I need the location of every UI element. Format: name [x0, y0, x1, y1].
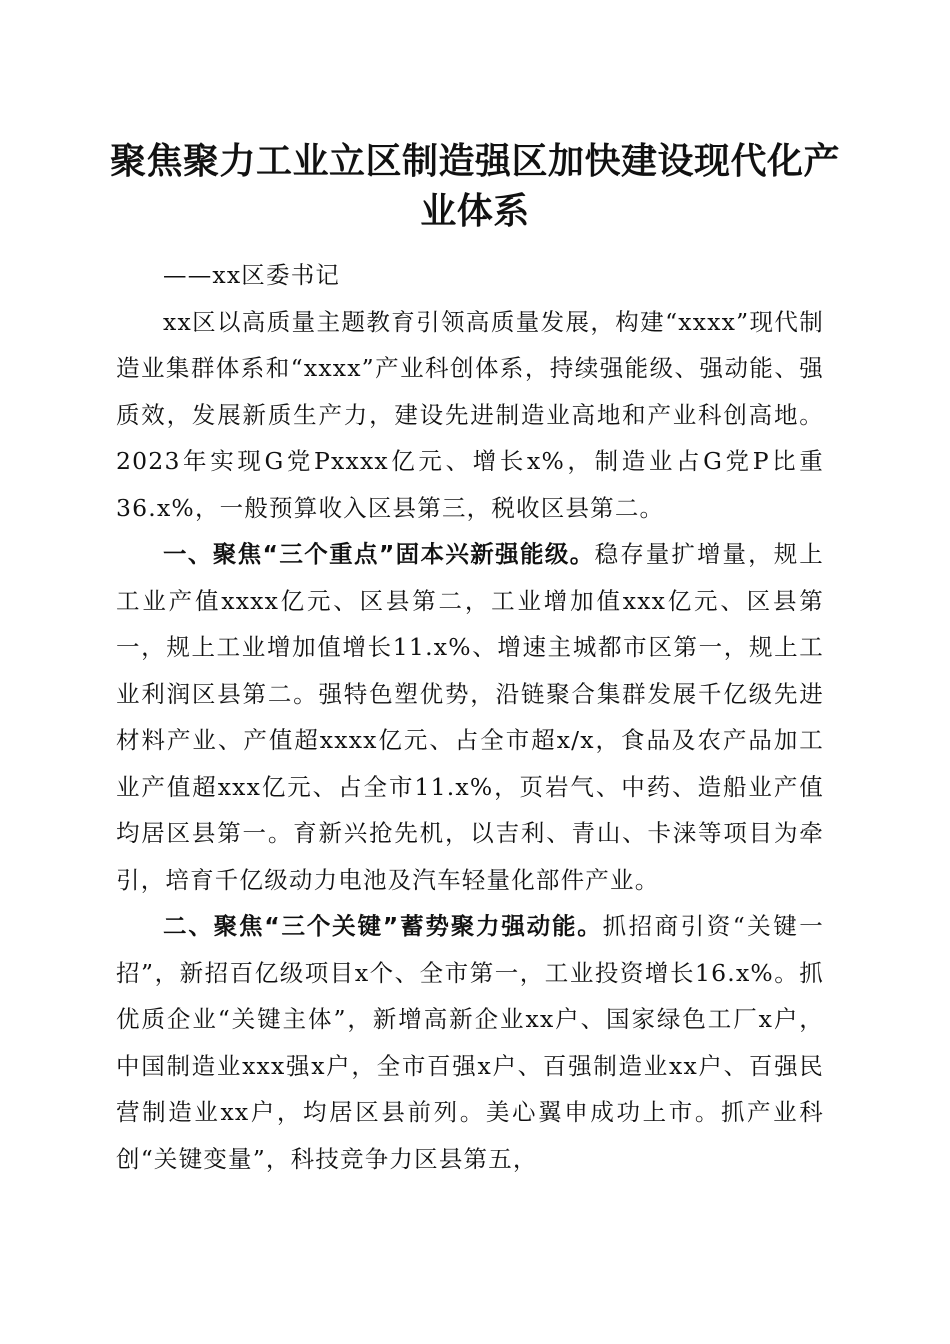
document-title: 聚焦聚力工业立区制造强区加快建设现代化产业体系 — [110, 140, 841, 232]
section-heading-2: 二、聚焦“三个关键”蓄势聚力强动能。 — [163, 912, 603, 940]
document-body — [116, 252, 824, 1182]
section-text-1: 稳存量扩增量，规上工业产值xxxx亿元、区县第二，工业增加值xxx亿元、区县第一，规上工业增加值增长11.x%、增速主城都市区第一，规上工业利润区县第二。强特色塑优势，沿链聚合集群发展千亿级先进材料产业、产值超xxxx亿元、占全市超x/x，食品及农产品加工业产值超xxx亿元、占全市11.x%，页岩气、中药、造船业产值均居区县第一。育新兴抢先机，以吉利、青山、卡涞等项目为牵引，培育千亿级动力电池及汽车轻量化部件产业。 — [116, 540, 824, 894]
intro-paragraph: xx区以高质量主题教育引领高质量发展，构建“xxxx”现代制造业集群体系和“xxxx”产业科创体系，持续强能级、强动能、强质效，发展新质生产力，建设先进制造业高地和产业科创高地。2023年实现G党Pxxxx亿元、增长x%，制造业占G党P比重36.x%，一般预算收入区县第三，税收区县第二。 — [116, 307, 824, 522]
section-paragraph-2 — [116, 903, 824, 1182]
section-paragraph-1 — [116, 531, 824, 903]
author-line: ——xx区委书记 — [163, 261, 341, 289]
section-heading-1: 一、聚焦“三个重点”固本兴新强能级。 — [163, 540, 595, 568]
section-text-2: 抓招商引资“关键一招”，新招百亿级项目x个、全市第一，工业投资增长16.x%。抓优质企业“关键主体”，新增高新企业xx户、国家绿色工厂x户，中国制造业xxx强x户，全市百强x户、百强制造业xx户、百强民营制造业xx户，均居区县前列。美心翼申成功上市。抓产业科创“关键变量”，科技竞争力区县第五， — [116, 912, 824, 1173]
